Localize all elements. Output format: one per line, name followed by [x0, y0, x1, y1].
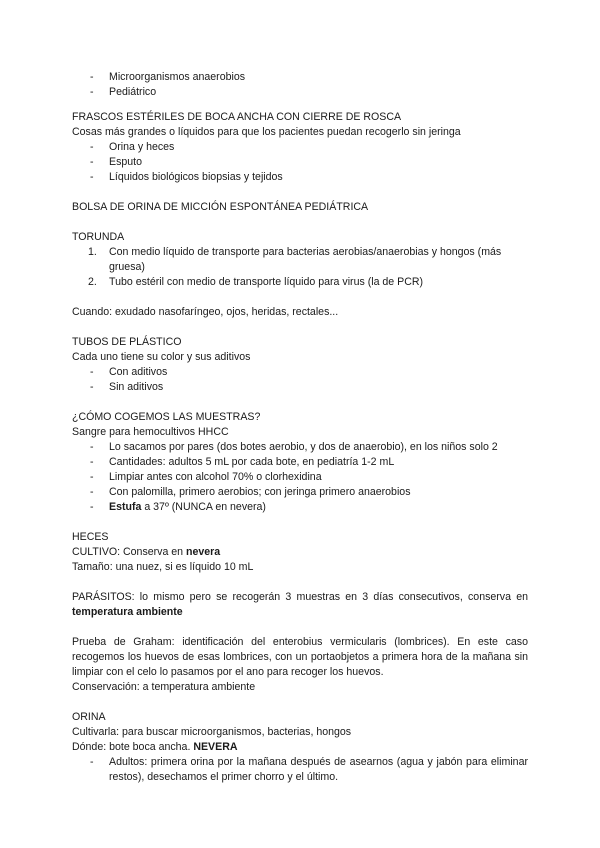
- section-title-tubos: TUBOS DE PLÁSTICO: [72, 336, 182, 348]
- bold-text: NEVERA: [193, 741, 238, 753]
- section-title-torunda: TORUNDA: [72, 231, 125, 243]
- muestras-subtitle: Sangre para hemocultivos HHCC: [72, 426, 229, 438]
- list-text: a 37º (NUNCA en nevera): [141, 501, 266, 513]
- list-text: Tubo estéril con medio de transporte líquido para virus (la de PCR): [109, 276, 424, 288]
- frascos-list: [72, 140, 528, 185]
- list-item: - Limpiar antes con alcohol 70% o clorhexidina: [72, 470, 528, 485]
- list-item: - Con palomilla, primero aerobios; con jeringa primero anaerobios: [72, 485, 528, 500]
- bold-text: Estufa: [109, 501, 142, 513]
- heces-graham: Prueba de Graham: identificación del enterobius vermicularis (lombrices). En este caso recogemos los huevos de esas lombrices, con un portaobjetos a primera hora de la mañana sin limpiar con el celo lo pasamos por el ano para recoger los huevos.: [72, 636, 528, 678]
- heces-cultivo: [72, 545, 528, 560]
- list-item: - Sin aditivos: [72, 380, 528, 395]
- tubos-description: Cada uno tiene su color y sus aditivos: [72, 351, 251, 363]
- list-item: - Microorganismos anaerobios: [72, 70, 528, 85]
- torunda-cuando: Cuando: exudado nasofaríngeo, ojos, heridas, rectales...: [72, 306, 339, 318]
- list-item: - Cantidades: adultos 5 mL por cada bote, en pediatría 1-2 mL: [72, 455, 528, 470]
- section-title-orina: ORINA: [72, 711, 106, 723]
- section-title-bolsa: BOLSA DE ORINA DE MICCIÓN ESPONTÁNEA PEDIÁTRICA: [72, 201, 369, 213]
- document-page: [72, 70, 528, 785]
- list-item: - Orina y heces: [72, 140, 528, 155]
- bold-text: temperatura ambiente: [72, 606, 183, 618]
- muestras-list: [72, 440, 528, 515]
- heces-parasitos: [72, 590, 528, 620]
- heces-tamano: Tamaño: una nuez, si es líquido 10 mL: [72, 561, 254, 573]
- list-item: - Lo sacamos por pares (dos botes aerobio, y dos de anaerobio), en los niños solo 2: [72, 440, 528, 455]
- text: Dónde: bote boca ancha.: [72, 741, 194, 753]
- bold-text: nevera: [186, 546, 221, 558]
- list-item: - Líquidos biológicos biopsias y tejidos: [72, 170, 528, 185]
- orina-cultivarla: Cultivarla: para buscar microorganismos, bacterias, hongos: [72, 726, 352, 738]
- list-item: - Esputo: [72, 155, 528, 170]
- orina-donde: [72, 740, 528, 755]
- section-title-muestras: ¿CÓMO COGEMOS LAS MUESTRAS?: [72, 411, 261, 423]
- section-title-frascos: FRASCOS ESTÉRILES DE BOCA ANCHA CON CIERRE DE ROSCA: [72, 111, 402, 123]
- top-list: [72, 70, 528, 100]
- heces-conservacion: Conservación: a temperatura ambiente: [72, 681, 256, 693]
- list-number: 1.: [88, 246, 97, 258]
- list-item: - Pediátrico: [72, 85, 528, 100]
- list-number: 2.: [88, 276, 97, 288]
- list-text: Con medio líquido de transporte para bacterias aerobias/anaerobias y hongos (más gruesa): [109, 246, 502, 273]
- section-title-heces: HECES: [72, 531, 109, 543]
- tubos-list: [72, 365, 528, 395]
- list-item: [72, 275, 528, 290]
- list-item: - Con aditivos: [72, 365, 528, 380]
- list-item: [72, 500, 528, 515]
- list-item: - Adultos: primera orina por la mañana después de asearnos (agua y jabón para eliminar restos), desechamos el primer chorro y el último.: [72, 755, 528, 785]
- text: CULTIVO: Conserva en: [72, 546, 187, 558]
- text: PARÁSITOS: lo mismo pero se recogerán 3 muestras en 3 días consecutivos, conserva en: [72, 591, 528, 603]
- orina-list: [72, 755, 528, 785]
- frascos-description: Cosas más grandes o líquidos para que los pacientes puedan recogerlo sin jeringa: [72, 126, 461, 138]
- torunda-list: [72, 245, 528, 290]
- list-item: [72, 245, 528, 275]
